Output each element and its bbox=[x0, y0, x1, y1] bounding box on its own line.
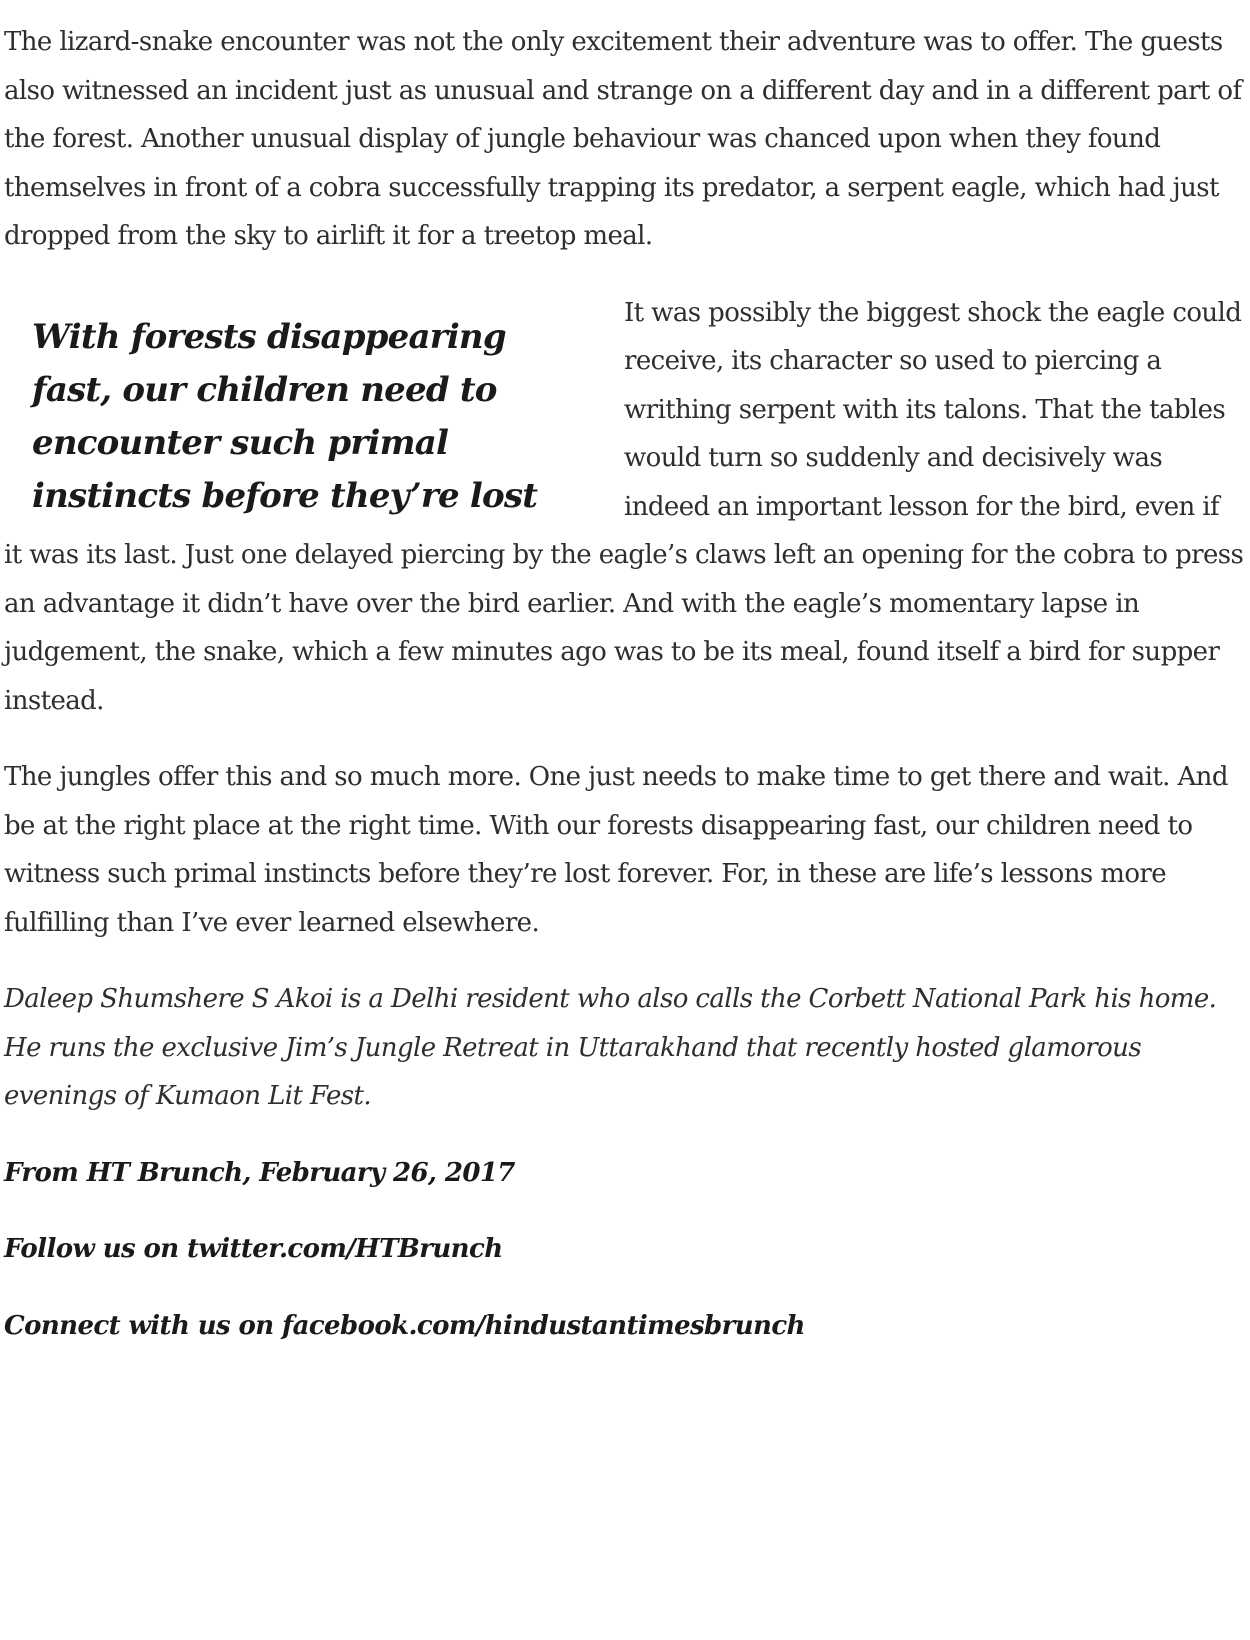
article-body bbox=[4, 18, 1244, 1378]
author-bio: Daleep Shumshere S Akoi is a Delhi resident who also calls the Corbett National Park his home. He runs the exclusive Jim’s Jungle Retreat in Uttarakhand that recently hosted glamorous evenings of Kumaon Lit Fest. bbox=[4, 984, 1217, 1111]
pull-quote: With forests disappearing fast, our children need to encounter such primal instincts before they’re lost bbox=[32, 316, 538, 516]
paragraph-cobra-eagle-intro: The lizard-snake encounter was not the only excitement their adventure was to offer. The guests also witnessed an incident just as unusual and strange on a different day and in a different part of the forest. Another unusual display of jungle behaviour was chanced upon when they found themselves in front of a cobra successfully trapping its predator, a serpent eagle, which had just dropped from the sky to airlift it for a treetop meal. bbox=[4, 27, 1242, 251]
facebook-link[interactable]: Connect with us on facebook.com/hindustantimesbrunch bbox=[4, 1310, 805, 1341]
paragraph-jungle-lessons: The jungles offer this and so much more. One just needs to make time to get there and wait. And be at the right place at the right time. With our forests disappearing fast, our children need to witness such primal instincts before they’re lost forever. For, in these are life’s lessons more fulfilling than I’ve ever learned elsewhere. bbox=[4, 762, 1228, 938]
paragraph-eagle-lesson: It was possibly the biggest shock the eagle could receive, its character so used to piercing a writhing serpent with its talons. That the tables would turn so suddenly and decisively was indeed an important lesson for the bird, even if it was its last. Just one delayed piercing by the eagle’s claws left an opening for the cobra to press an advantage it didn’t have over the bird earlier. And with the eagle’s momentary lapse in judgement, the snake, which a few minutes ago was to be its meal, found itself a bird for supper instead. bbox=[4, 297, 1244, 716]
twitter-link[interactable]: Follow us on twitter.com/HTBrunch bbox=[4, 1234, 503, 1264]
source-credit: From HT Brunch, February 26, 2017 bbox=[4, 1157, 515, 1188]
